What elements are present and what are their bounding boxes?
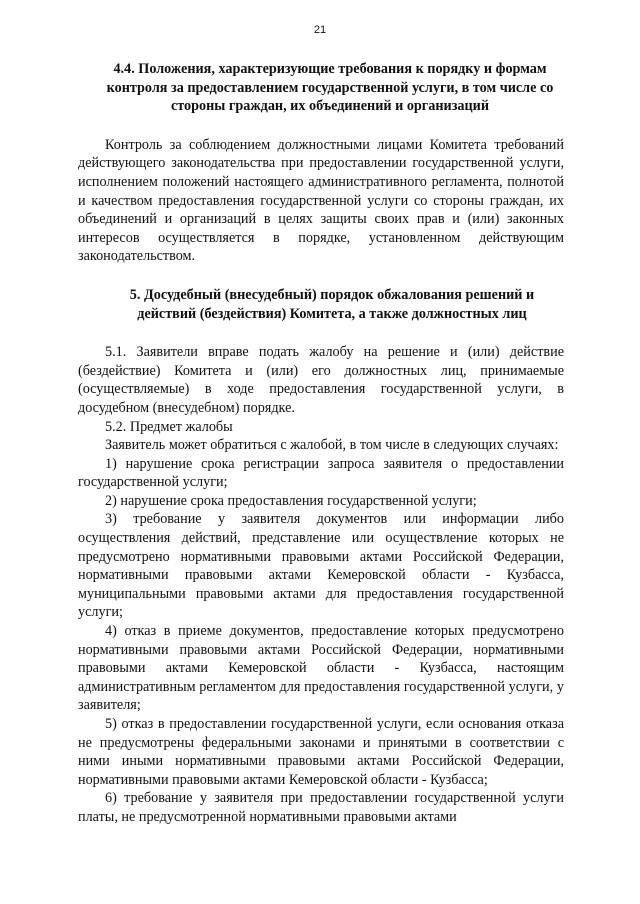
document-body bbox=[78, 60, 564, 829]
section-4-4-paragraph: Контроль за соблюдением должностными лицами Комитета требований действующего законодательства при предоставлении государственной услуги, исполнением положений настоящего административного регламента, полнотой и качеством предоставления государственной услуги со стороны граждан, их объединений и организаций в целях защиты своих прав и (или) законных интересов осуществляется в порядке, установленном действующим законодательством. bbox=[78, 136, 564, 265]
case-item-5: 5) отказ в предоставлении государственной услуги, если основания отказа не предусмотрены федеральными законами и принятыми в соответствии с ними иными нормативными правовыми актами Российской Федерации, нормативными правовыми актами Кемеровской области - Кузбасса; bbox=[78, 716, 564, 788]
page-number: 21 bbox=[313, 24, 327, 36]
case-item-1: 1) нарушение срока регистрации запроса заявителя о предоставлении государственной услуги; bbox=[78, 455, 564, 491]
case-item-6: 6) требование у заявителя при предоставлении государственной услуги платы, не предусмотренной нормативными правовыми актами bbox=[78, 790, 564, 825]
case-item-4: 4) отказ в приеме документов, предоставление которых предусмотрено нормативными правовыми актами Российской Федерации, нормативными правовыми актами Кемеровской области - Кузбасса, настоящим административным регламентом для предоставления государственной услуги, у заявителя; bbox=[78, 623, 564, 714]
section-4-4-heading: 4.4. Положения, характеризующие требования к порядку и формам контроля за предоставлением государственной услуги, в том числе со стороны граждан, их объединений и организаций bbox=[106, 61, 554, 115]
paragraph-5-1: 5.1. Заявители вправе подать жалобу на решение и (или) действие (бездействие) Комитета и (или) его должностных лиц, принимаемые (осуществляемые) в ходе предоставления государственной услуги, в досудебном (внесудебном) порядке. bbox=[78, 344, 564, 416]
case-item-2: 2) нарушение срока предоставления государственной услуги; bbox=[105, 492, 477, 509]
paragraph-cases-intro: Заявитель может обратиться с жалобой, в том числе в следующих случаях: bbox=[105, 437, 559, 454]
case-item-3: 3) требование у заявителя документов или информации либо осуществления действий, представление или осуществление которых не предусмотрено нормативными правовыми актами Российской Федерации, нормативными правовыми актами Кемеровской области - Кузбасса, муниципальными правовыми актами для предоставления государственной услуги; bbox=[78, 511, 564, 621]
paragraph-5-2-title: 5.2. Предмет жалобы bbox=[105, 418, 233, 435]
section-5-heading: 5. Досудебный (внесудебный) порядок обжалования решений и действий (бездействия) Комитета, а также должностных лиц bbox=[129, 286, 535, 322]
